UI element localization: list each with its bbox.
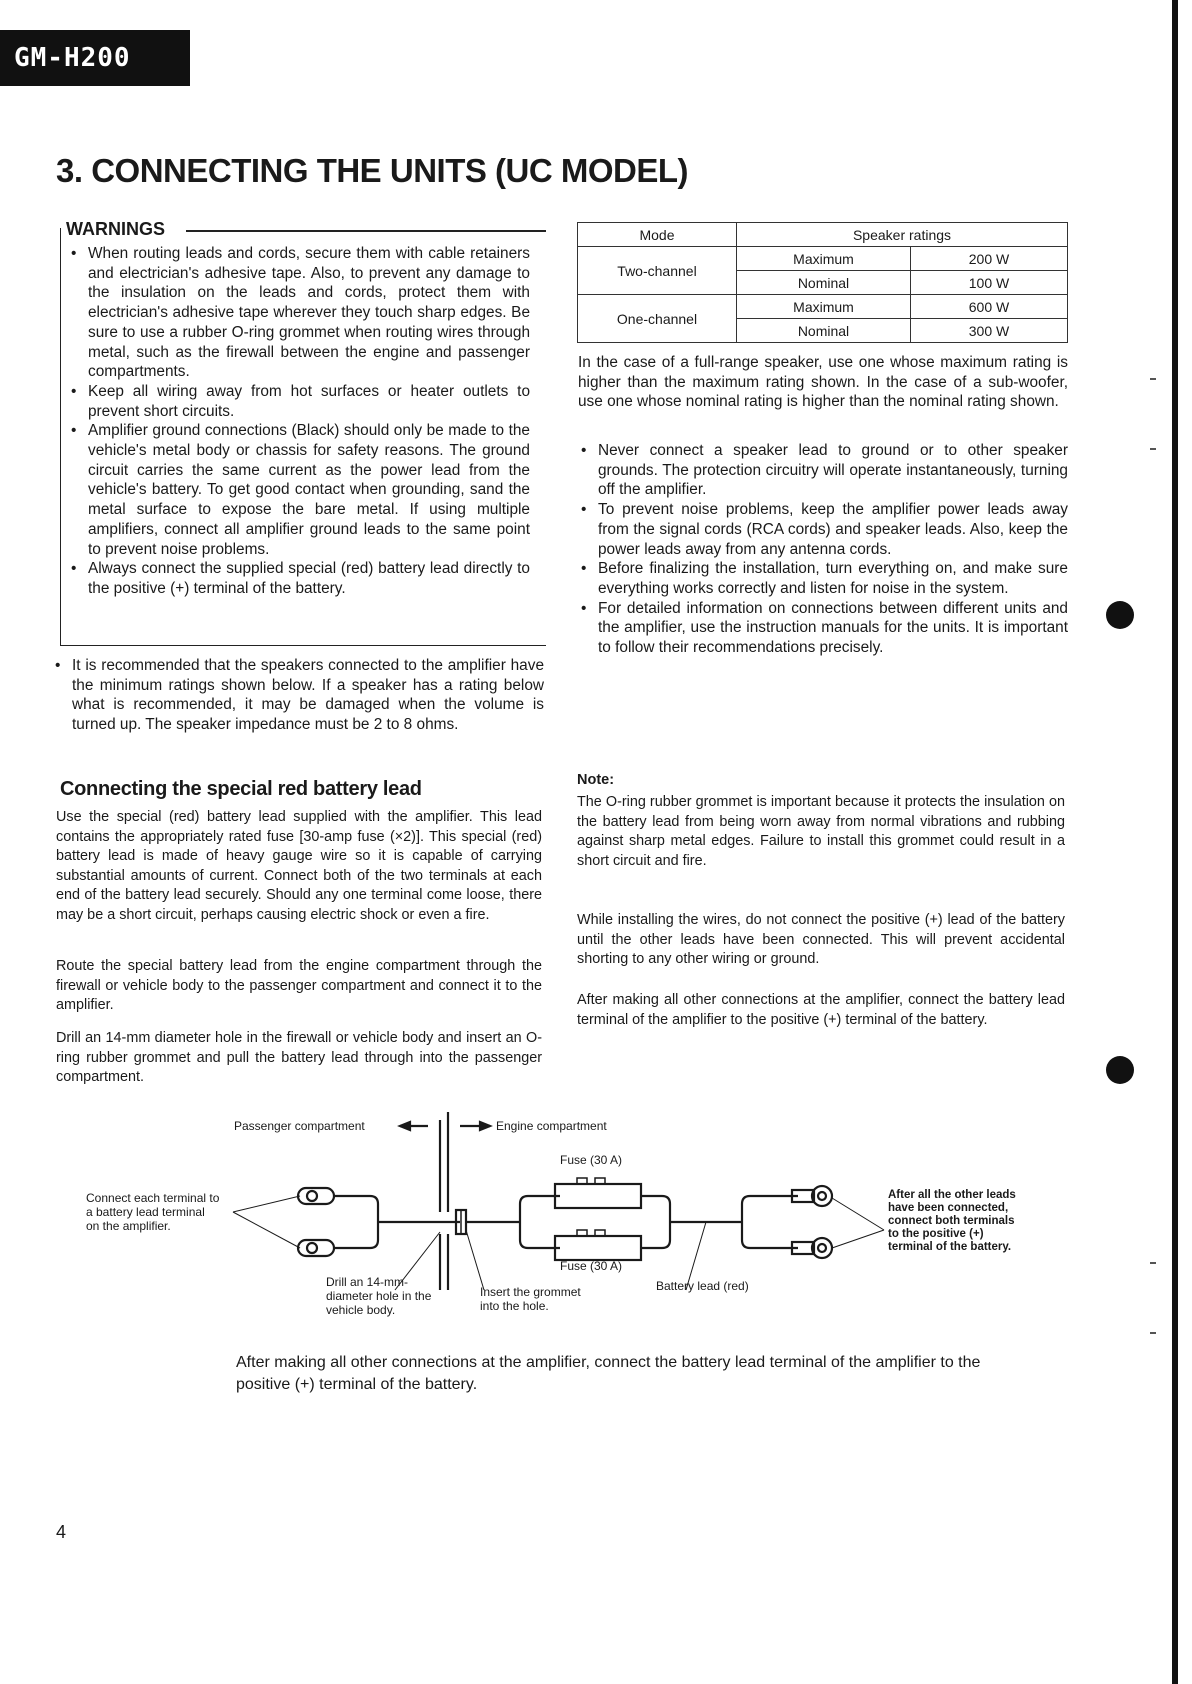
- page-title: 3. CONNECTING THE UNITS (UC MODEL): [56, 152, 688, 189]
- page-edge-rule: [1172, 0, 1178, 1684]
- grommet-note-line: into the hole.: [480, 1299, 549, 1313]
- battery-ring-hole: [818, 1192, 826, 1200]
- leader-line: [233, 1196, 300, 1212]
- leader-line: [233, 1212, 300, 1248]
- battery-ring-hole: [818, 1244, 826, 1252]
- left-note-line: a battery lead terminal: [86, 1205, 205, 1219]
- passenger-arrow-head: [400, 1122, 410, 1130]
- table-row: [578, 247, 1068, 271]
- table-header-ratings: Speaker ratings: [737, 223, 1068, 247]
- table-cell-label: Maximum: [737, 295, 911, 319]
- battery-lead-label: Battery lead (red): [656, 1279, 749, 1293]
- engine-label: Engine compartment: [496, 1119, 607, 1133]
- battery-paragraph: Route the special battery lead from the engine compartment through the firewall or vehicle body to the passenger compartment and connect it to the amplifier.: [56, 958, 542, 1014]
- right-note-line: connect both terminals: [888, 1215, 1015, 1227]
- left-note-line: Connect each terminal to: [86, 1191, 220, 1205]
- battery-paragraph: Use the special (red) battery lead supplied with the amplifier. This lead contains the appropriately rated fuse [30-amp fuse (×2)]. This special (red) battery lead is made of heavy gauge wire so it is capable of carrying substantial amounts of current. Connect both of the two terminals at each end of the battery lead securely. Should any one terminal come loose, there may be a short circuit, perhaps causing electric shock or even a fire.: [56, 809, 542, 923]
- fuse-label-bottom: Fuse (30 A): [560, 1259, 623, 1273]
- leader-line: [466, 1230, 484, 1290]
- table-row: [578, 295, 1068, 319]
- amp-side-lead: [334, 1196, 378, 1248]
- warning-item: • Amplifier ground connections (Black) should only be made to the vehicle's metal body or chassis for safety reasons. The ground circuit carries the same current as the power lead from the vehicle's battery. To get good contact when grounding, sand the metal surface to expose the bare metal. If using multiple amplifiers, connect all amplifier ground leads to the same point to prevent noise problems.: [68, 421, 530, 559]
- engine-arrow-head: [480, 1122, 490, 1130]
- note-heading: Note:: [577, 772, 615, 788]
- leader-line: [832, 1230, 884, 1248]
- recommendation-item: • It is recommended that the speakers connected to the amplifier have the minimum ratings shown below. If a speaker has a rating below what is recommended, it may be damaged when the volume is turned up. The speaker impedance must be 2 to 8 ohms.: [52, 656, 544, 735]
- table-cell-value: 200 W: [911, 247, 1068, 271]
- left-note-line: on the amplifier.: [86, 1219, 171, 1233]
- full-range-paragraph: In the case of a full-range speaker, use one whose maximum rating is higher than the maximum rating shown. In the case of a sub-woofer, use one whose nominal rating is higher than the nominal rating shown.: [578, 354, 1068, 411]
- speaker-ratings-table-wrap: [577, 222, 1068, 343]
- table-cell-mode: One-channel: [578, 295, 737, 343]
- warning-item: • Always connect the supplied special (red) battery lead directly to the positive (+) terminal of the battery.: [68, 559, 530, 598]
- drill-note-line: diameter hole in the: [326, 1289, 432, 1303]
- warnings-list: [68, 244, 530, 599]
- right-note-line: have been connected,: [888, 1202, 1009, 1214]
- binding-hole-mark: [1106, 601, 1134, 629]
- speaker-ratings-table: [577, 222, 1068, 343]
- right-note-line: After all the other leads: [888, 1189, 1016, 1201]
- note-paragraph: While installing the wires, do not connect the positive (+) lead of the battery until the other leads have been connected. This will prevent accidental shorting to any other wiring or ground.: [577, 912, 1065, 968]
- right-bullet-item: • Never connect a speaker lead to ground or to other speaker grounds. The protection circuitry will operate instantaneously, turning off the amplifier.: [578, 441, 1068, 500]
- margin-tick: [1150, 448, 1156, 450]
- table-cell-label: Nominal: [737, 271, 911, 295]
- right-note-line: terminal of the battery.: [888, 1241, 1012, 1253]
- leader-line: [832, 1198, 884, 1230]
- fuse-holder-top: [555, 1184, 641, 1208]
- grommet-note-line: Insert the grommet: [480, 1285, 581, 1299]
- right-bullet-item: • To prevent noise problems, keep the amplifier power leads away from the signal cords (RCA cords) and speaker leads. Also, keep the power leads away from any antenna cords.: [578, 500, 1068, 559]
- table-header-mode: Mode: [578, 223, 737, 247]
- warnings-top-rule: [186, 230, 546, 232]
- passenger-label: Passenger compartment: [234, 1119, 365, 1133]
- drill-note-line: Drill an 14-mm-: [326, 1275, 409, 1289]
- battery-lead-diagram: [0, 1100, 1170, 1340]
- recommendation-list: [52, 656, 544, 735]
- battery-paragraph: Drill an 14-mm diameter hole in the firewall or vehicle body and insert an O-ring rubber grommet and pull the battery lead through into the passenger compartment.: [56, 1030, 542, 1086]
- warning-item: • When routing leads and cords, secure them with cable retainers and electrician's adhesive tape. Also, to prevent any damage to the insulation on the leads and cords, protect them with electrician's adhesive tape wherever they touch sharp edges. Be sure to use a rubber O-ring grommet when routing wires through metal, such as the firewall between the engine and passenger compartments.: [68, 244, 530, 382]
- fuse-merge: [641, 1196, 670, 1248]
- right-bullet-item: • For detailed information on connections between different units and the amplifier, use the instruction manuals for the units. It is important to follow their recommendations precisely.: [578, 599, 1068, 658]
- table-cell-value: 100 W: [911, 271, 1068, 295]
- fuse-holder-bottom: [555, 1236, 641, 1260]
- warning-item: • Keep all wiring away from hot surfaces or heater outlets to prevent short circuits.: [68, 382, 530, 421]
- table-header-row: [578, 223, 1068, 247]
- table-cell-value: 600 W: [911, 295, 1068, 319]
- table-cell-value: 300 W: [911, 319, 1068, 343]
- note-paragraph: The O-ring rubber grommet is important because it protects the insulation on the battery lead from being worn away from normal vibrations and rubbing against sharp metal edges. Failure to install this grommet could result in a short circuit and fire.: [577, 794, 1065, 869]
- battery-branch-top: [742, 1196, 798, 1222]
- binding-hole-mark: [1106, 1056, 1134, 1084]
- note-paragraph: After making all other connections at the amplifier, connect the battery lead terminal of the amplifier to the positive (+) terminal of the battery.: [577, 992, 1065, 1028]
- right-bullet-item: • Before finalizing the installation, turn everything on, and make sure everything works correctly and listen for noise in the system.: [578, 559, 1068, 598]
- diagram-caption: After making all other connections at the amplifier, connect the battery lead terminal of the amplifier to the positive (+) terminal of the battery.: [236, 1354, 981, 1393]
- battery-branch-bottom: [742, 1222, 798, 1248]
- right-note-line: to the positive (+): [888, 1228, 984, 1240]
- amp-terminal-hole: [307, 1243, 317, 1253]
- page-number: 4: [56, 1522, 67, 1542]
- warnings-heading: WARNINGS: [66, 219, 169, 240]
- table-cell-label: Nominal: [737, 319, 911, 343]
- section-heading: Connecting the special red battery lead: [60, 778, 422, 800]
- fuse-label-top: Fuse (30 A): [560, 1153, 623, 1167]
- amp-terminal-hole: [307, 1191, 317, 1201]
- table-cell-mode: Two-channel: [578, 247, 737, 295]
- drill-note-line: vehicle body.: [326, 1303, 396, 1317]
- model-badge: GM-H200: [0, 30, 190, 86]
- margin-tick: [1150, 378, 1156, 380]
- right-bullet-list: [578, 441, 1068, 658]
- table-cell-label: Maximum: [737, 247, 911, 271]
